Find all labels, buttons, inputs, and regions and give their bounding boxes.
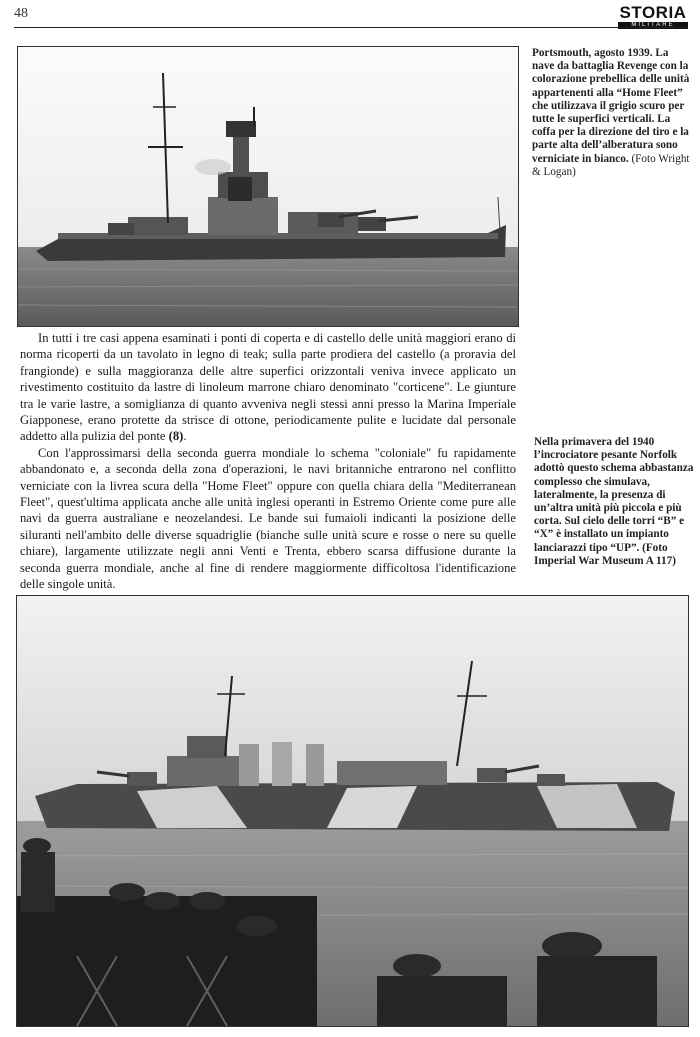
battleship-photo: [17, 46, 519, 327]
paragraph-1-text: In tutti i tre casi appena esaminati i ponti di coperta e di castello delle unità maggiori erano di norma ricoperti da un tavolato in legno di teak; sulla parte prodiera del castello (a proravia del frangionde) e sulla maggioranza delle altre superfici orizzontali veniva invece applicato un rivestimento costituito da lastre di linoleum marrone chiaro denominato "corticene". Le giunture tra le varie lastre, a somiglianza di quanto avveniva negli stessi anni presso la Marina Imperiale Giapponese, erano protette da strisce di ottone, periodicamente pulite e lucidate dal personale addetto alla pulizia del ponte: [20, 331, 516, 444]
cruiser-photo: [16, 595, 689, 1027]
bottom-photo-caption: Nella primavera del 1940 l’incrociatore pesante Norfolk adottò questo schema abbastanza complesso che simulava, lateralmente, la presenza di un’altra unità più piccola e più corta. Sul cielo delle torri “B” e “X” è installato un impianto lanciarazzi tipo “UP”. (Foto Imperial War Museum A 117): [534, 436, 694, 567]
article-body: [20, 330, 516, 593]
top-caption-text: Portsmouth, agosto 1939. La nave da battaglia Revenge con la colorazione prebellica delle unità appartenenti alla “Home Fleet” che utilizzava il grigio scuro per tutte le superfici verticali. La coffa per la direzione del tiro e la parte alta dell’alberatura sono verniciate in bianco.: [532, 47, 690, 165]
article-paragraph: Con l'approssimarsi della seconda guerra mondiale lo schema "coloniale" fu rapidamente abbandonato e, a seconda della zona d'operazioni, le navi britanniche entrarono nel conflitto verniciate con la livrea scura della "Home Fleet" oppure con quella chiara della "Mediterranean Fleet", quest'ultima applicata anche alle unità inglesi operanti in Estremo Oriente come pure alle navi da guerra australiane e neozelandesi. Le bande sui fumaioli indicanti la posizione delle siluranti nell'ambito delle diverse squadriglie (bianche sulle unità scure e rosse o nere su quelle chiare), largamente utilizzate negli anni Venti e Trenta, ebbero scarsa diffusione durante la seconda guerra mondiale, anche al fine di rendere maggiormente difficoltosa l'identificazione delle singole unità.: [20, 445, 516, 592]
article-paragraph: [20, 330, 516, 445]
magazine-title: STORIA: [619, 3, 687, 22]
header-rule: [14, 27, 688, 28]
paragraph-1-end: .: [183, 429, 187, 444]
footnote-reference: (8): [168, 429, 184, 444]
top-photo-caption: [532, 47, 692, 179]
top-caption-credit: (Foto Wright & Logan): [532, 152, 690, 178]
page-number: 48: [14, 6, 28, 21]
magazine-subtitle: MILITARE: [618, 22, 688, 29]
magazine-masthead: [618, 4, 688, 29]
